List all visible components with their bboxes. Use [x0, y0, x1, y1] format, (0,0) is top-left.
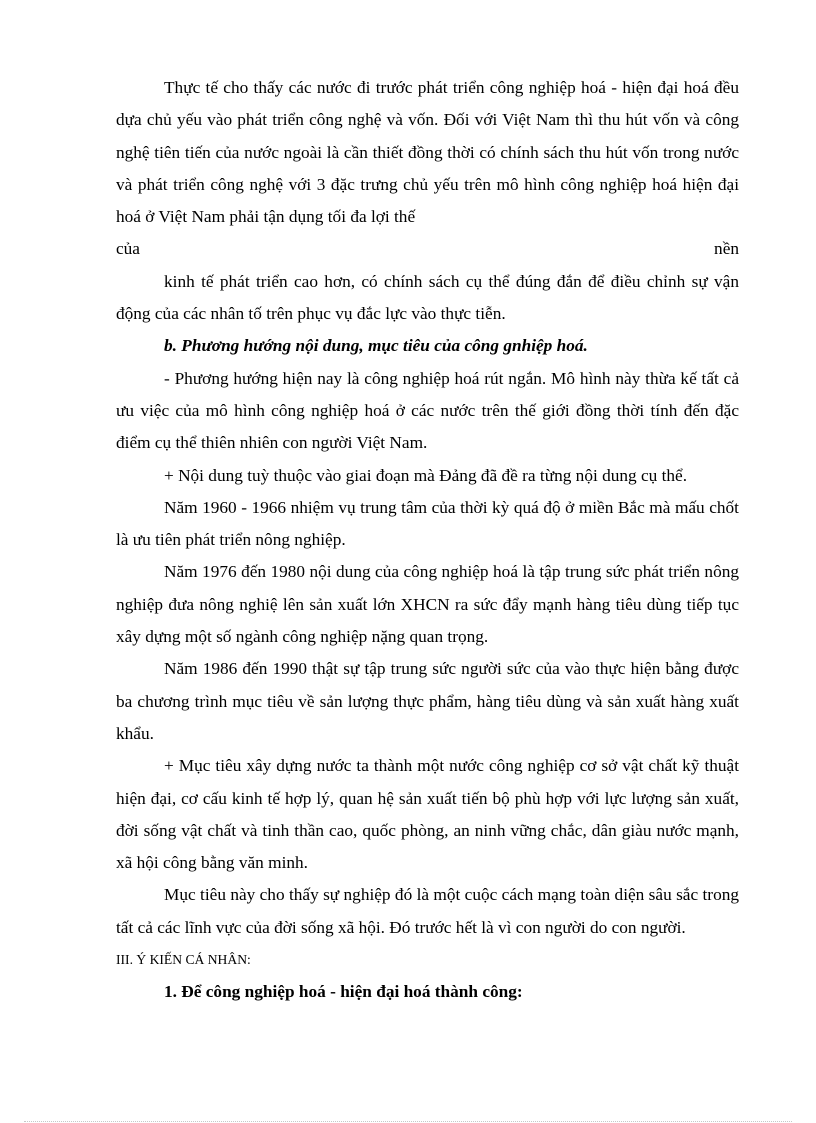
paragraph-development-capital: Thực tế cho thấy các nước đi trước phát triển công nghiệp hoá - hiện đại hoá đều dựa chủ yếu vào phát triển công nghệ và vốn. Đối với Việt Nam thì thu hút vốn và công nghệ tiên tiến của nước ngoài là cần thiết đồng thời có chính sách thu hút vốn trong nước và phát triển công nghệ với 3 đặc trưng chủ yếu trên mô hình công nghiệp hoá hiện đại hoá ở Việt Nam phải tận dụng tối đa lợi thế: [116, 78, 739, 227]
paragraph-revolution: Mục tiêu này cho thấy sự nghiệp đó là một cuộc cách mạng toàn diện sâu sắc trong tất cả các lĩnh vực của đời sống xã hội. Đó trước hết là vì con người do con người.: [116, 885, 739, 937]
paragraph-continuation-line: [116, 233, 739, 265]
paragraph-economic-policy: kinh tế phát triển cao hơn, có chính sách cụ thể đúng đắn để điều chỉnh sự vận động của các nhân tố trên phục vụ đắc lực vào thực tiễn.: [116, 271, 739, 324]
word-cua: của: [116, 239, 140, 259]
paragraph-content: + Nội dung tuỳ thuộc vào giai đoạn mà Đảng đã đề ra từng nội dung cụ thể.: [164, 465, 688, 485]
heading-section-b: b. Phương hướng nội dung, mục tiêu của công gnhiệp hoá.: [164, 336, 588, 356]
paragraph-1976-1980: Năm 1976 đến 1980 nội dung của công nghiệp hoá là tập trung sức phát triển nông nghiệp đưa nông nghiệ lên sản xuất lớn XHCN ra sức đẩy mạnh hàng tiêu dùng tiếp tục xây dựng một số ngành công nghiệp nặng quan trọng.: [116, 562, 739, 647]
word-nen: nền: [714, 239, 739, 259]
paragraph-direction: - Phương hướng hiện nay là công nghiệp hoá rút ngắn. Mô hình này thừa kế tất cả ưu việc của mô hình công nghiệp hoá ở các nước trên thế giới đồng thời tính đến đặc điểm cụ thể thiên nhiên con người Việt Nam.: [116, 368, 739, 453]
paragraph-1960-1966: Năm 1960 - 1966 nhiệm vụ trung tâm của thời kỳ quá độ ở miền Bắc mà mấu chốt là ưu tiên phát triển nông nghiệp.: [116, 497, 739, 550]
page-bottom-divider: [24, 1121, 792, 1122]
paragraph-1986-1990: Năm 1986 đến 1990 thật sự tập trung sức người sức của vào thực hiện bằng được ba chương trình mục tiêu về sản lượng thực phẩm, hàng tiêu dùng và sản xuất hàng xuất khẩu.: [116, 659, 739, 743]
heading-subsection-1: 1. Để công nghiệp hoá - hiện đại hoá thành công:: [164, 982, 523, 1002]
document-body: [116, 72, 739, 1009]
paragraph-goals: + Mục tiêu xây dựng nước ta thành một nước công nghiệp cơ sở vật chất kỹ thuật hiện đại, cơ cấu kinh tế hợp lý, quan hệ sản xuất tiến bộ phù hợp với lực lượng sản xuất, đời sống vật chất và tinh thần cao, quốc phòng, an ninh vững chắc, dân giàu nước mạnh, xã hội công bằng văn minh.: [116, 756, 739, 873]
heading-section-iii: III. Ý KIẾN CÁ NHÂN:: [116, 952, 251, 968]
